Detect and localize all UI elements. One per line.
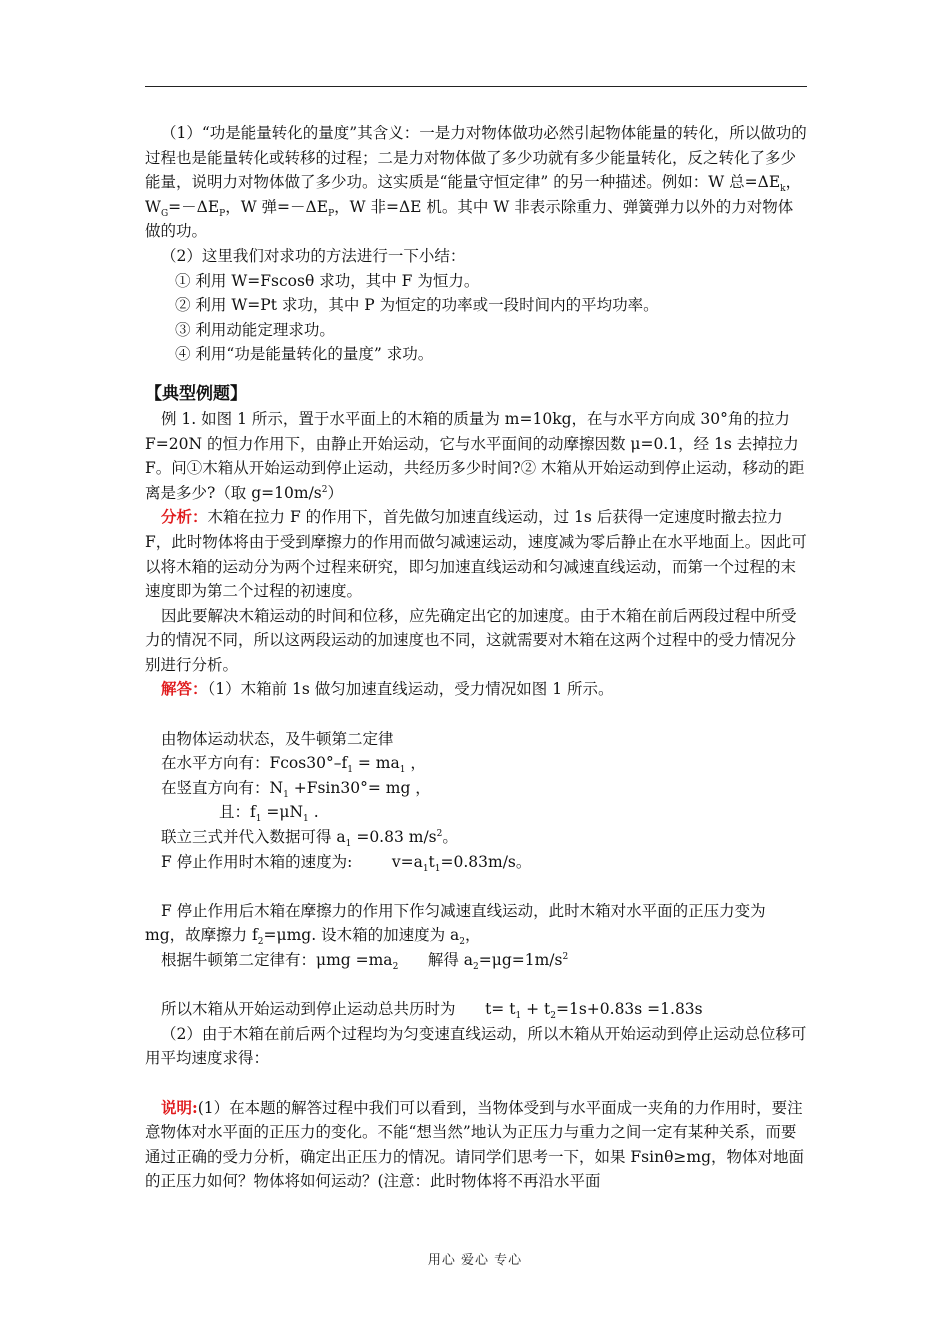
method-2: ② 利用 W=Pt 求功，其中 P 为恒定的功率或一段时间内的平均功率。 [175, 296, 659, 315]
solution-line-9: 所以木箱从开始运动到停止运动总共历时为 $t= t_1 + t_2=1s+0.83s =1.83s$ [161, 1000, 703, 1022]
note-paragraph: 说明:(1）在本题的解答过程中我们可以看到，当物体受到与水平面成一夹角的力作用时，要注意物体对水平面的正压力的变化。不能“想当然”地认为正压力与重力之间一定有某种关系，而要通过正确的受力分析，确定出正压力的情况。请同学们思考一下，如果 Fsinθ≥mg，物体对地面的正压力如何？物体将如何运动？(注意：此时物体将不再沿水平面 [145, 1097, 805, 1191]
answer-label: 解答： [161, 679, 208, 699]
solution-line-2: 在水平方向有：$Fcos30^\circ-f_1 = ma_1$ ， [161, 754, 426, 776]
method-3: ③ 利用动能定理求功。 [175, 320, 335, 339]
solution-line-7: F 停止作用后木箱在摩擦力的作用下作匀减速直线运动，此时木箱对水平面的正压力变为 mg，故摩擦力 $f_2=\mu mg$. 设木箱的加速度为 $a_2$， [145, 901, 766, 948]
section-heading: 【典型例题】 [145, 383, 247, 404]
solution-line-5: 联立三式并代入数据可得 $a_1 =0.83$ $m/s^2$。 [161, 828, 458, 850]
analysis-label: 分析： [161, 507, 208, 527]
solution-line-3: 在竖直方向有：$N_1 +Fsin30^\circ=$ mg ， [161, 778, 431, 800]
paragraph-summary: （2）这里我们对求功的方法进行一下小结： [161, 246, 466, 265]
answer-paragraph: 解答：（1）木箱前 1s 做匀加速直线运动，受力情况如图 1 所示。 [161, 679, 614, 699]
method-4: ④ 利用“功是能量转化的量度” 求功。 [175, 345, 434, 364]
note-label: 说明: [161, 1097, 198, 1117]
method-1: ① 利用 W=Fscosθ 求功，其中 F 为恒力。 [175, 271, 480, 290]
analysis-paragraph-2: 因此要解决木箱运动的时间和位移，应先确定出它的加速度。由于木箱在前后两段过程中所受力的情况不同，所以这两段运动的加速度也不同，这就需要对木箱在这两个过程中的受力情况分别进行分析。 [145, 606, 797, 674]
solution-line-6: F 停止作用时木箱的速度为: $v=a_1t_1=0.83m/s$。 [161, 852, 532, 874]
solution-line-10: （2）由于木箱在前后两个过程均为匀变速直线运动，所以木箱从开始运动到停止运动总位移可用平均速度求得： [145, 1024, 807, 1068]
example-1: 例 1. 如图 1 所示，置于水平面上的木箱的质量为 m=10kg，在与水平方向成 30°角的拉力 F=20N 的恒力作用下，由静止开始运动，它与水平面间的动摩擦因数 μ=0.1，经 1s 去掉拉力 F。问①木箱从开始运动到停止运动，共经历多少时间?② 木箱从开始运动到停止运动，移动的距离是多少?（取 $g=10m/s^2$） [145, 409, 805, 502]
header-rule [145, 86, 807, 87]
solution-line-8: 根据牛顿第二定律有：$\mu mg =ma_2$ 解得 $a_2=\mu g=1m/s^2$ [161, 951, 569, 973]
analysis-paragraph: 分析：木箱在拉力 F 的作用下，首先做匀加速直线运动，过 1s 后获得一定速度时撤去拉力 F，此时物体将由于受到摩擦力的作用而做匀减速运动，速度减为零后静止在水平地面上。因此可以将木箱的运动分为两个过程来研究，即匀加速直线运动和匀减速直线运动，而第一个过程的末速度即为第二个过程的初速度。 [145, 507, 807, 601]
page-body [145, 121, 807, 1194]
paragraph-work-energy: （1）“功是能量转化的量度”其含义：一是力对物体做功必然引起物体能量的转化，所以做功的过程也是能量转化或转移的过程；二是力对物体做了多少功就有多少能量转化，反之转化了多少能量，说明力对物体做了多少功。这实质是“能量守恒定律” 的另一种描述。例如：W 总$=\Delta E_k$，$W_G=-\Delta E_P$，W 弹$=-\Delta E_P$，W 非=ΔE 机。其中 W 非表示除重力、弹簧弹力以外的力对物体做的功。 [145, 124, 807, 241]
solution-line-4: 且：$f_1 =\mu N_1$ . [219, 803, 319, 825]
solution-line-1: 由物体运动状态，及牛顿第二定律 [161, 729, 394, 748]
page-footer: 用心 爱心 专心 [427, 1253, 523, 1268]
